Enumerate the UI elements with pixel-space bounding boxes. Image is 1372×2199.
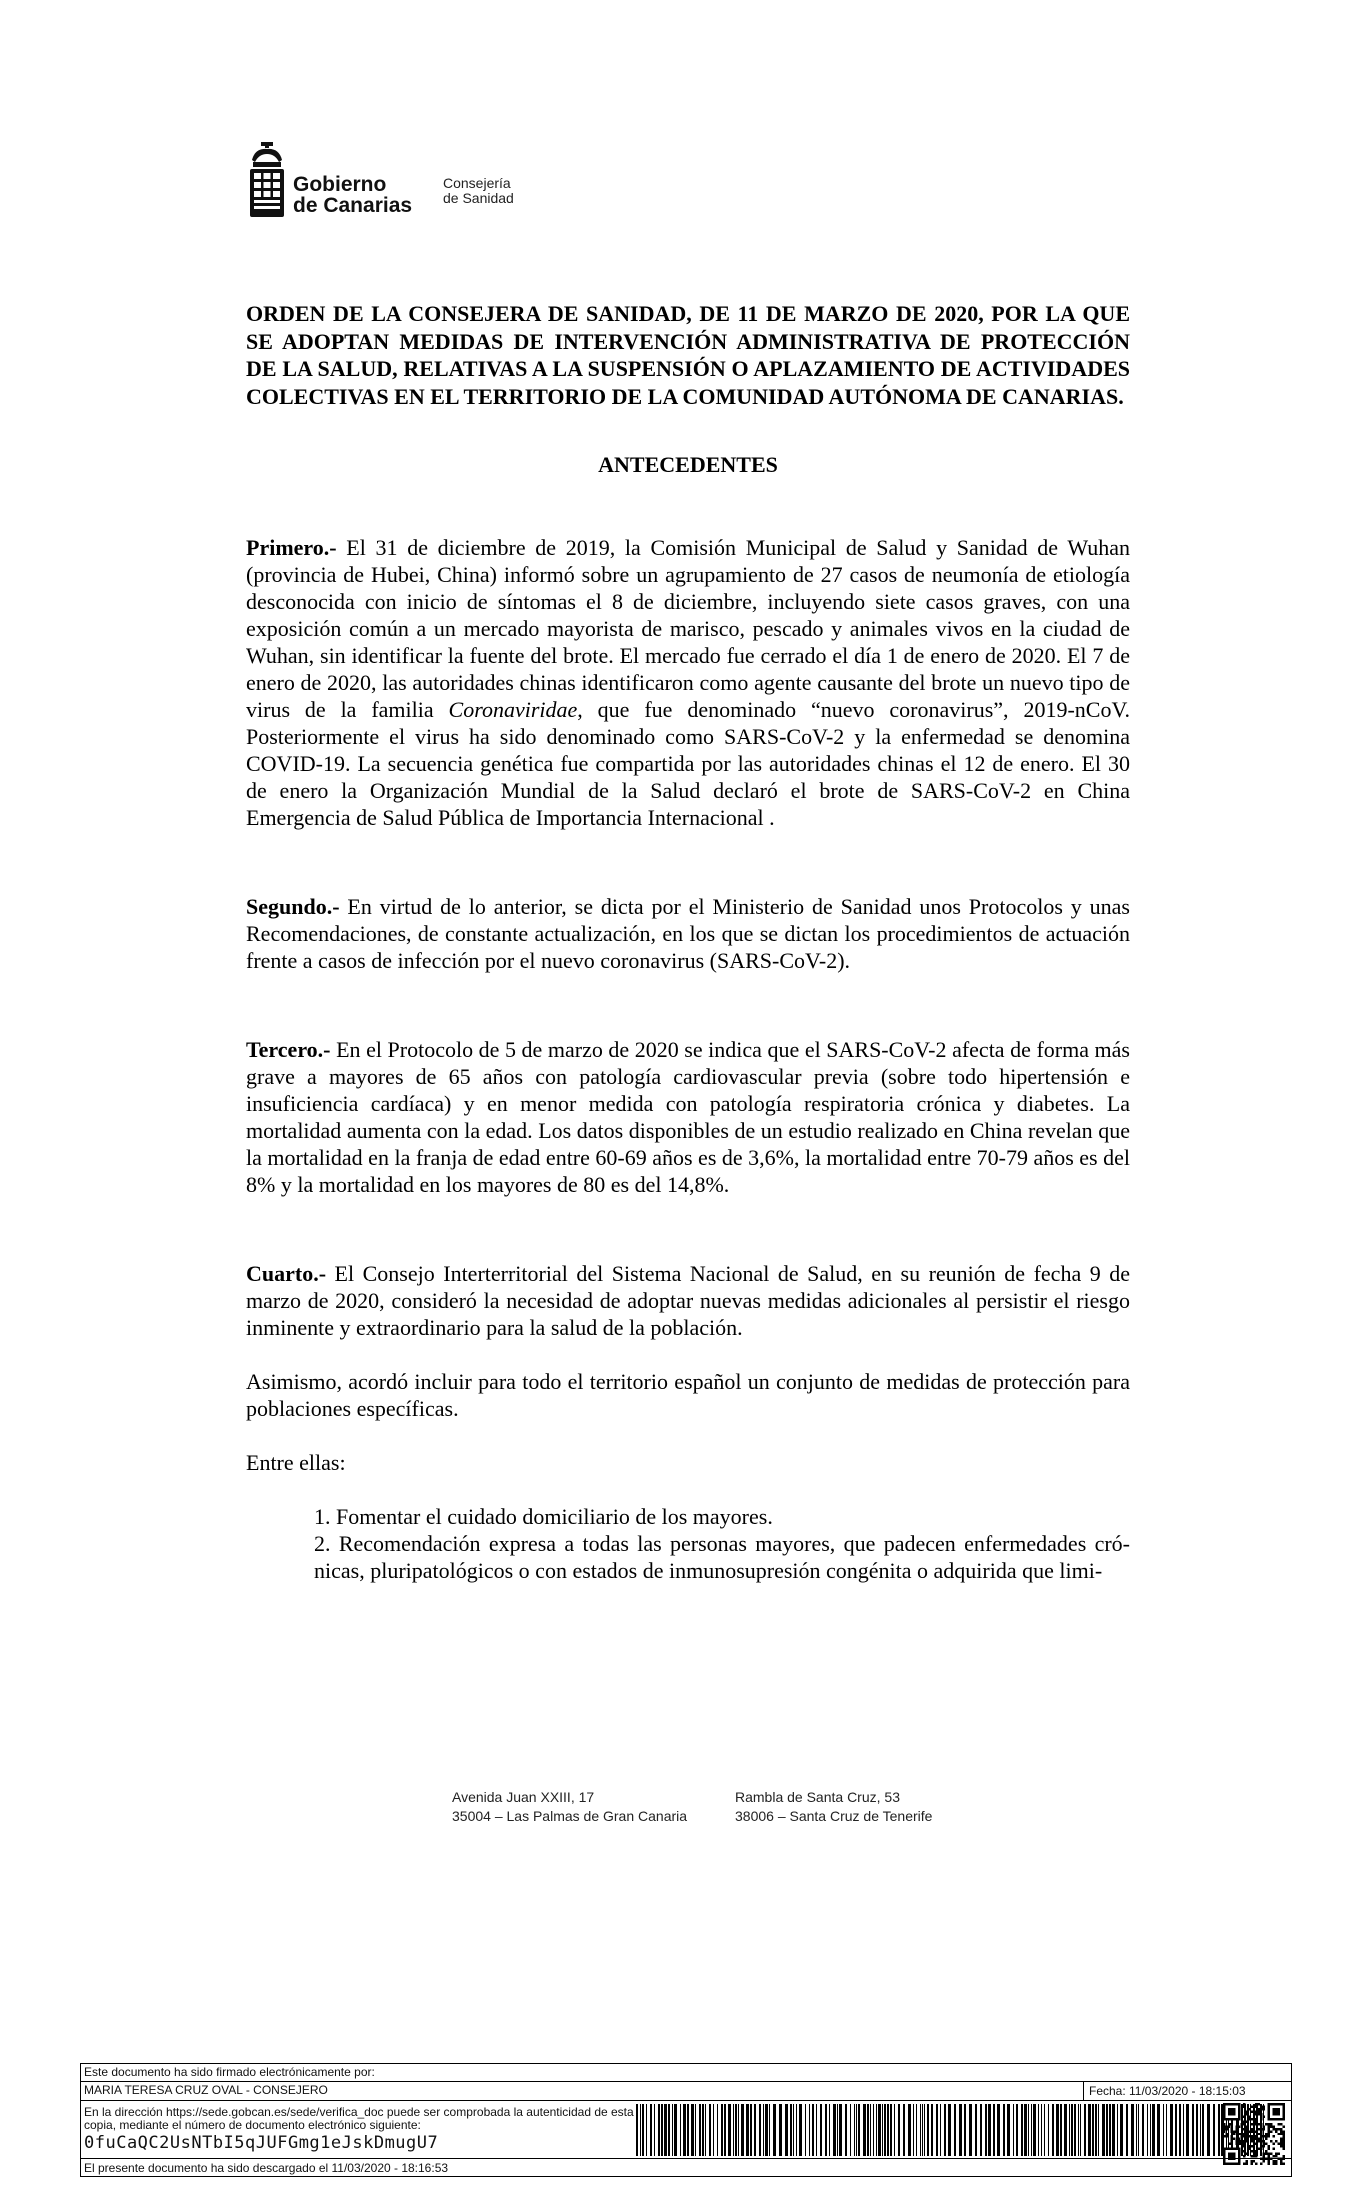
address-line: 35004 – Las Palmas de Gran Canaria [452,1808,688,1824]
logo-line-1: Gobierno [293,173,387,196]
document-body [246,300,1130,1584]
department-name [443,176,514,206]
address-las-palmas [452,1788,687,1826]
paragraph-text: El Consejo Interterritorial del Sistema Nacional de Salud, en su reunión de fecha 9 de marzo de 2020, consideró la necesidad de adoptar nuevas medidas adicionales al persistir el riesgo inminente y extraordinario para la salud de la población. [246,1261,1130,1340]
address-line: Rambla de Santa Cruz, 53 [735,1789,900,1805]
paragraph-asimismo: Asimismo, acordó incluir para todo el territorio español un conjunto de medidas de protección para poblaciones específicas. [246,1369,1130,1421]
department-line-1: Consejería [443,175,511,191]
paragraph-text: En el Protocolo de 5 de marzo de 2020 se indica que el SARS-CoV-2 afecta de forma más grave a mayores de 65 años con patología cardiovascular previa (sobre todo hipertensión e insuficiencia cardíaca) y en menor medida con patología respiratoria crónica y diabetes. La mortalidad aumenta con la edad. Los datos disponibles de un estudio realizado en China revelan que la mortalidad en la franja de edad entre 60-69 años es de 3,6%, la mortalidad entre 70-79 años es del 8% y la mortalidad en los mayores de 80 es del 14,8%. [246,1037,1130,1197]
paragraph-cuarto [246,1260,1130,1341]
list-item: 1. Fomentar el cuidado domiciliario de los mayores. [314,1504,773,1529]
qr-code-icon [1223,2103,1285,2165]
paragraph-text: En virtud de lo anterior, se dicta por el Ministerio de Sanidad unos Protocolos y unas Recomendaciones, de constante actualización, en los que se dictan los procedimientos de actuación frente a casos de infección por el nuevo coronavirus (SARS-CoV-2). [246,894,1130,973]
paragraph-label: Segundo.- [246,894,340,919]
department-line-2: de Sanidad [443,190,514,206]
verification-text: En la dirección https://sede.gobcan.es/sede/verifica_doc puede ser comprobada la autenticidad de esta copia, mediante el número de documento electrónico siguiente: [84,2105,634,2132]
address-line: Avenida Juan XXIII, 17 [452,1789,595,1805]
paragraph-text: , que fue denominado “nuevo coronavirus”, 2019-nCoV. Posteriormente el virus ha sido denominado como SARS-CoV-2 y la enfermedad se denomina COVID-19. La secuencia genética fue compartida por las autoridades chinas el 12 de enero. El 30 de enero la Organización Mundial de la Salud declaró el brote de SARS-CoV-2 en China Emergencia de Salud Pública de Importancia Internacional . [246,697,1130,830]
download-date: El presente documento ha sido descargado el 11/03/2020 - 18:16:53 [84,2161,449,2175]
paragraph-tercero [246,1036,1130,1198]
signer-name: MARIA TERESA CRUZ OVAL - CONSEJERO [84,2083,328,2097]
signature-date-text: Fecha: 11/03/2020 - 18:15:03 [1089,2084,1246,2098]
list-item: 2. Recomendación expresa a todas las personas mayores, que padecen enfermedades cró-nicas, pluripatológicos o con estados de inmunosupresión congénita o adquirida que limi- [314,1531,1130,1583]
logo-line-2: de Canarias [293,194,413,217]
logo-wordmark [293,174,412,216]
signed-by-row [81,2064,1291,2082]
signed-by-label: Este documento ha sido firmado electrónicamente por: [84,2065,375,2079]
barcode-icon [636,2104,1266,2156]
document-code: 0fuCaQC2UsNTbI5qJUFGmg1eJskDmugU7 [84,2133,439,2153]
paragraph-primero [246,534,1130,831]
paragraph-entre-ellas: Entre ellas: [246,1450,346,1475]
paragraph-label: Tercero.- [246,1037,331,1062]
paragraph-italic: Coronaviridae [448,697,578,722]
measures-list [314,1503,1130,1584]
gobierno-canarias-logo [247,142,547,222]
paragraph-text: El 31 de diciembre de 2019, la Comisión Municipal de Salud y Sanidad de Wuhan (provincia de Hubei, China) informó sobre un agrupamiento de 27 casos de neumonía de etiología desconocida con inicio de síntomas el 8 de diciembre, incluyendo siete casos graves, con una exposición común a un mercado mayorista de marisco, pescado y animales vivos en la ciudad de Wuhan, sin identificar la fuente del brote. El mercado fue cerrado el día 1 de enero de 2020. El 7 de enero de 2020, las autoridades chinas identificaron como agente causante del brote un nuevo tipo de virus de la familia [246,535,1130,722]
paragraph-label: Primero.- [246,535,337,560]
paragraph-segundo [246,893,1130,974]
paragraph-label: Cuarto.- [246,1261,327,1286]
address-santa-cruz [735,1788,932,1826]
signature-date [1083,2082,1292,2100]
document-title: ORDEN DE LA CONSEJERA DE SANIDAD, DE 11 DE MARZO DE 2020, POR LA QUE SE ADOPTAN MEDIDAS DE INTERVENCIÓN ADMINISTRATIVA DE PROTECCIÓN DE LA SALUD, RELATIVAS A LA SUSPENSIÓN O APLAZAMIENTO DE ACTIVIDADES COLECTIVAS EN EL TERRITORIO DE LA COMUNIDAD AUTÓNOMA DE CANARIAS. [246,301,1130,409]
section-heading: ANTECEDENTES [598,452,778,477]
electronic-signature-box [80,2063,1292,2177]
crest-icon [247,142,287,220]
verification-block [84,2106,644,2154]
address-line: 38006 – Santa Cruz de Tenerife [735,1808,933,1824]
